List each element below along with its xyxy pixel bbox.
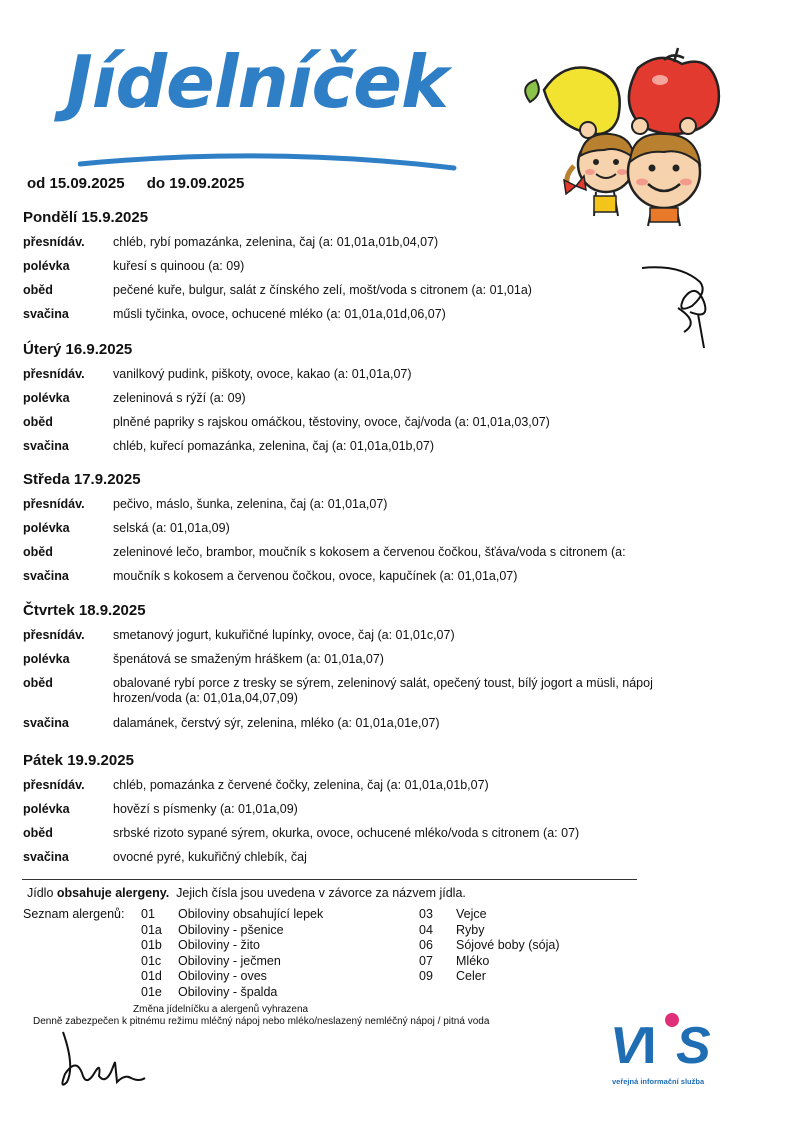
- meal-row: [23, 826, 723, 850]
- meal-text: moučník s kokosem a červenou čočkou, ovoce, kapučínek (a: 01,01a,07): [113, 569, 518, 583]
- meal-label: oběd: [23, 415, 53, 429]
- allergen-item: [419, 938, 560, 954]
- meal-row: [23, 802, 723, 826]
- meal-row: [23, 415, 723, 439]
- date-from: od 15.09.2025: [27, 175, 125, 192]
- meal-label: svačina: [23, 850, 69, 864]
- logo-subtitle: veřejná informační služba: [612, 1077, 705, 1086]
- vis-logo: [610, 1008, 725, 1088]
- meal-row: [23, 307, 723, 331]
- meal-row: [23, 676, 723, 716]
- day-title: Středa 17.9.2025: [23, 471, 141, 488]
- meal-row: [23, 497, 723, 521]
- meal-text: chléb, rybí pomazánka, zelenina, čaj (a: 01,01a,01b,04,07): [113, 235, 439, 249]
- allergen-code: 09: [419, 969, 433, 983]
- meal-label: oběd: [23, 545, 53, 559]
- meal-row: [23, 235, 723, 259]
- meal-text: obalované rybí porce z tresky se sýrem, zeleninový salát, opečený toust, bílý jogort a müsli, nápoj hrozen/voda (a: 01,01a,04,07,09): [113, 676, 653, 705]
- date-to: do 19.09.2025: [146, 175, 245, 192]
- meal-row: [23, 569, 723, 593]
- meal-text: chléb, kuřecí pomazánka, zelenina, čaj (a: 01,01a,01b,07): [113, 439, 435, 453]
- allergen-item: [141, 923, 323, 939]
- title-underline: [78, 150, 458, 174]
- day-title: Čtvrtek 18.9.2025: [23, 602, 146, 619]
- day-title: Pondělí 15.9.2025: [23, 209, 149, 226]
- allergen-code: 06: [419, 938, 433, 952]
- allergen-code: 01e: [141, 984, 162, 999]
- meal-label: přesnídáv.: [23, 235, 85, 249]
- allergen-note-prefix: Jídlo: [27, 886, 57, 900]
- meal-text: špenátová se smaženým hráškem (a: 01,01a,07): [113, 652, 384, 666]
- meal-row: [23, 652, 723, 676]
- allergen-item: [141, 969, 323, 985]
- day-title: Úterý 16.9.2025: [23, 341, 133, 358]
- svg-text:V: V: [610, 1017, 641, 1075]
- meal-label: svačina: [23, 307, 69, 321]
- allergen-name: Obiloviny - špalda: [178, 984, 278, 999]
- meal-label: polévka: [23, 802, 70, 816]
- allergen-name: Obiloviny - ječmen: [178, 953, 281, 968]
- allergen-item: [419, 969, 560, 985]
- meal-text: zeleninové lečo, brambor, moučník s kokosem a červenou čočkou, šťáva/voda s citronem (a:: [113, 545, 626, 559]
- meal-row: [23, 716, 723, 740]
- meal-text: hovězí s písmenky (a: 01,01a,09): [113, 802, 298, 816]
- allergen-list-col1: [141, 907, 323, 1000]
- meal-row: [23, 521, 723, 545]
- meal-row: [23, 545, 723, 569]
- day-title: Pátek 19.9.2025: [23, 752, 134, 769]
- signature-left: [55, 1026, 150, 1091]
- allergen-code: 04: [419, 922, 433, 937]
- meal-label: oběd: [23, 283, 53, 297]
- meal-text: smetanový jogurt, kukuřičné lupínky, ovoce, čaj (a: 01,01c,07): [113, 628, 455, 642]
- meal-text: kuřesí s quinoou (a: 09): [113, 259, 245, 273]
- meal-label: přesnídáv.: [23, 778, 85, 792]
- allergen-item: [141, 907, 323, 923]
- allergen-list-col2: [419, 907, 560, 985]
- kids-fruit-illustration: [514, 46, 729, 236]
- allergen-code: 07: [419, 953, 433, 968]
- allergen-name: Ryby: [456, 922, 485, 937]
- meal-text: dalamánek, čerstvý sýr, zelenina, mléko (a: 01,01a,01e,07): [113, 716, 440, 730]
- meal-label: polévka: [23, 521, 70, 535]
- meal-text: ovocné pyré, kukuřičný chlebík, čaj: [113, 850, 307, 864]
- meal-row: [23, 283, 723, 307]
- meal-label: svačina: [23, 569, 69, 583]
- daily-drink-note: Denně zabezpečen k pitnému režimu mléčný nápoj nebo mléko/neslazený nemléčný nápoj / pitná voda: [33, 1016, 490, 1027]
- allergen-list-label: Seznam alergenů:: [23, 907, 125, 921]
- day-wednesday: [23, 471, 723, 593]
- separator-line: [22, 879, 637, 880]
- allergen-name: Obiloviny - pšenice: [178, 922, 284, 937]
- allergen-code: 01: [141, 907, 155, 921]
- meal-text: műsli tyčinka, ovoce, ochucené mléko (a: 01,01a,01d,06,07): [113, 307, 446, 321]
- meal-text: vanilkový pudink, piškoty, ovoce, kakao (a: 01,01a,07): [113, 367, 412, 381]
- meal-text: pečivo, máslo, šunka, zelenina, čaj (a: 01,01a,07): [113, 497, 388, 511]
- meal-row: [23, 391, 723, 415]
- allergen-item: [419, 923, 560, 939]
- allergen-item: [141, 938, 323, 954]
- change-note: Změna jídelníčku a alergenů vyhrazena: [133, 1004, 309, 1015]
- day-thursday: [23, 602, 723, 740]
- allergen-item: [419, 954, 560, 970]
- meal-row: [23, 778, 723, 802]
- allergen-name: Obiloviny - oves: [178, 969, 267, 983]
- menu-period: [27, 175, 262, 192]
- allergen-name: Celer: [456, 969, 486, 983]
- svg-text:S: S: [676, 1017, 711, 1075]
- meal-text: selská (a: 01,01a,09): [113, 521, 230, 535]
- allergen-code: 03: [419, 907, 433, 921]
- meal-text: pečené kuře, bulgur, salát z čínského zelí, mošt/voda s citronem (a: 01,01a): [113, 283, 532, 297]
- meal-text: zeleninová s rýží (a: 09): [113, 391, 246, 405]
- meal-row: [23, 850, 723, 874]
- allergen-item: [419, 907, 560, 923]
- allergen-name: Vejce: [456, 907, 487, 921]
- allergen-code: 01c: [141, 953, 162, 968]
- day-tuesday: [23, 341, 723, 463]
- allergen-code: 01a: [141, 922, 162, 937]
- meal-text: plněné papriky s rajskou omáčkou, těstoviny, ovoce, čaj/voda (a: 01,01a,03,07): [113, 415, 550, 429]
- svg-text:I: I: [642, 1017, 657, 1075]
- page-title: Jídelníček: [66, 40, 448, 124]
- meal-label: polévka: [23, 652, 70, 666]
- day-friday: [23, 752, 723, 874]
- meal-label: přesnídáv.: [23, 628, 85, 642]
- meal-label: svačina: [23, 439, 69, 453]
- meal-label: polévka: [23, 391, 70, 405]
- meal-label: svačina: [23, 716, 69, 730]
- allergen-code: 01b: [141, 938, 162, 952]
- meal-row: [23, 259, 723, 283]
- meal-row: [23, 367, 723, 391]
- allergen-note-bold: obsahuje alergeny.: [56, 886, 170, 900]
- allergen-name: Sójové boby (sója): [456, 938, 560, 952]
- meal-row: [23, 628, 723, 652]
- meal-label: oběd: [23, 826, 53, 840]
- allergen-note-rest: Jejich čísla jsou uvedena v závorce za názvem jídla.: [169, 886, 466, 900]
- meal-text: chléb, pomazánka z červené čočky, zelenina, čaj (a: 01,01a,01b,07): [113, 778, 489, 792]
- meal-label: přesnídáv.: [23, 367, 85, 381]
- allergen-code: 01d: [141, 969, 162, 983]
- allergen-name: Mléko: [456, 953, 490, 968]
- meal-text: srbské rizoto sypané sýrem, okurka, ovoce, ochucené mléko/voda s citronem (a: 07): [113, 826, 580, 840]
- allergen-name: Obiloviny obsahující lepek: [178, 907, 324, 921]
- day-monday: [23, 209, 723, 331]
- allergen-note: [27, 886, 466, 900]
- meal-label: oběd: [23, 676, 53, 690]
- allergen-item: [141, 985, 323, 1001]
- allergen-name: Obiloviny - žito: [178, 938, 260, 952]
- meal-label: přesnídáv.: [23, 497, 85, 511]
- meal-row: [23, 439, 723, 463]
- allergen-item: [141, 954, 323, 970]
- meal-label: polévka: [23, 259, 70, 273]
